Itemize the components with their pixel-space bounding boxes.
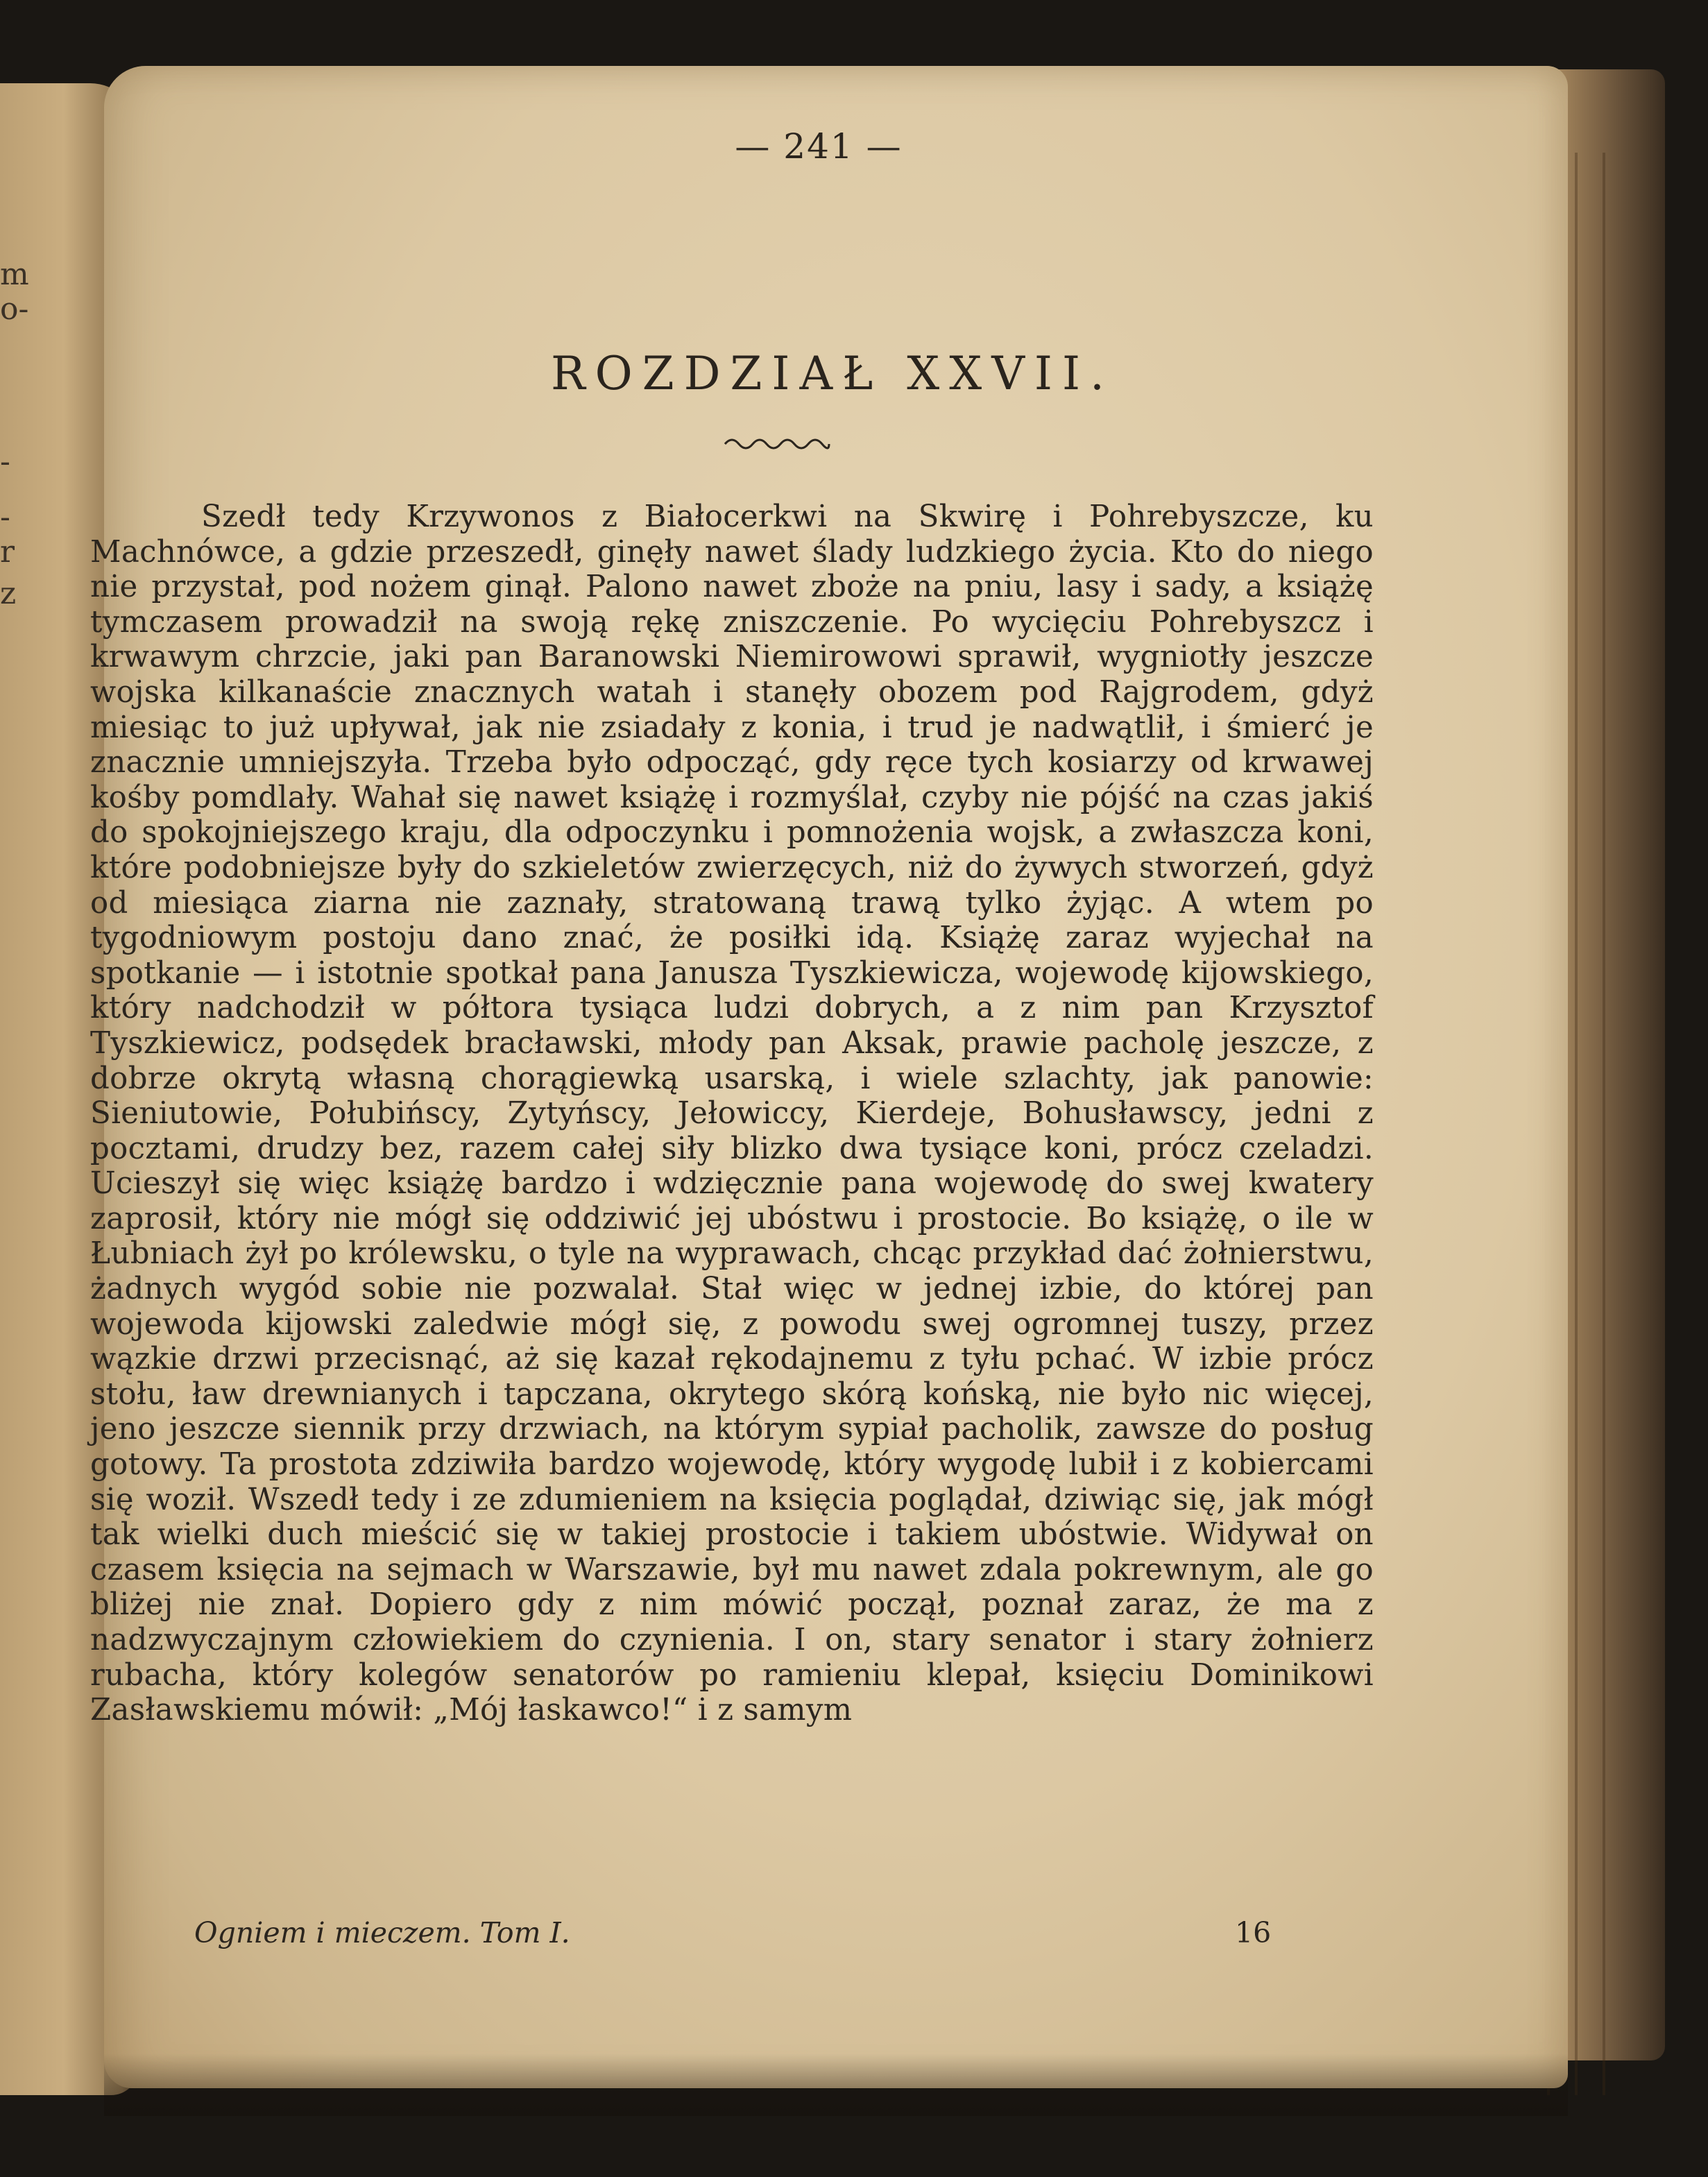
page-shadow (104, 2054, 1568, 2116)
footer-title: Ogniem i mieczem. Tom I. (194, 1916, 570, 1949)
margin-fragment: o- (0, 291, 29, 327)
ornament-icon (721, 430, 832, 458)
page-footer (194, 1916, 1304, 1958)
margin-fragment: m (0, 257, 29, 292)
chapter-title: ROZDZIAŁ XXVII. (550, 347, 1115, 400)
margin-fragment: r (0, 534, 15, 570)
edge-line (1575, 153, 1578, 2095)
margin-fragment: - (0, 444, 10, 479)
edge-line (1603, 153, 1605, 2095)
page-number: — 241 — (735, 126, 903, 167)
margin-fragment: z (0, 576, 17, 611)
margin-fragment: - (0, 500, 10, 535)
body-text: Szedł tedy Krzywonos z Białocerkwi na Skwirę i Pohrebyszcze, ku Machnówce, a gdzie przeszedł, ginęły nawet ślady ludzkiego życia. Kto do niego nie przystał, pod nożem ginął. Palono nawet zboże na pniu, lasy i sady, a książę tymczasem prowadził na swoją rękę zniszczenie. Po wycięciu Pohrebyszcz i krwawym chrzcie, jaki pan Baranowski Niemirowowi sprawił, wygniotły jeszcze wojska kilkanaście znacznych watah i stanęły obozem pod Rajgrodem, gdyż miesiąc to już upływał, jak nie zsiadały z konia, i trud je nadwątlił, i śmierć je znacznie umniejszyła. Trzeba było odpocząć, gdy ręce tych kosiarzy od krwawej kośby pomdlały. Wahał się nawet książę i rozmyślał, czyby nie pójść na czas jakiś do spokojniejszego kraju, dla odpoczynku i pomnożenia wojsk, a zwłaszcza koni, które podobniejsze były do szkieletów zwierzęcych, niż do żywych stworzeń, gdyż od miesiąca ziarna nie zaznały, stratowaną trawą tylko żyjąc. A wtem po tygodniowym postoju dano znać, że posiłki idą. Książę zaraz wyjechał na spotkanie — i istotnie spotkał pana Janusza Tyszkiewicza, wojewodę kijowskiego, który nadchodził w półtora tysiąca ludzi dobrych, a z nim pan Krzysztof Tyszkiewicz, podsędek bracławski, młody pan Aksak, prawie pacholę jeszcze, z dobrze okrytą własną chorągiewką usarską, i wiele szlachty, jak panowie: Sieniutowie, Połubińscy, Zytyńscy, Jełowiccy, Kierdeje, Bohusławscy, jedni z pocztami, drudzy bez, razem całej siły blizko dwa tysiące koni, prócz czeladzi. Ucieszył się więc książę bardzo i wdzięcznie pana wojewodę do swej kwatery zaprosił, który nie mógł się oddziwić jej ubóstwu i prostocie. Bo książę, o ile w Łubniach żył po królewsku, o tyle na wyprawach, chcąc przykład dać żołnierstwu, żadnych wygód sobie nie pozwalał. Stał więc w jednej izbie, do której pan wojewoda kijowski zaledwie mógł się, z powodu swej ogromnej tuszy, przez wązkie drzwi przecisnąć, aż się kazał rękodajnemu z tyłu pchać. W izbie prócz stołu, ław drewnianych i tapczana, okrytego skórą końską, nie było nic więcej, jeno jeszcze siennik przy drzwiach, na którym sypiał pacholik, zawsze do posług gotowy. Ta prostota zdziwiła bardzo wojewodę, który wygodę lubił i z kobiercami się woził. Wszedł tedy i ze zdumieniem na księcia poglądał, dziwiąc się, jak mógł tak wielki duch mieścić się w takiej prostocie i takiem ubóstwie. Widywał on czasem księcia na sejmach w Warszawie, był mu nawet zdala pokrewnym, ale go bliżej nie znał. Dopiero gdy z nim mówić począł, poznał zaraz, że ma z nadzwyczajnym człowiekiem do czynienia. I on, stary senator i stary żołnierz rubacha, który kolegów senatorów po ramieniu klepał, księciu Dominikowi Zasławskiemu mówił: „Mój łaskawco!“ i z samym (90, 500, 1374, 1728)
signature-mark: 16 (1235, 1916, 1272, 1949)
